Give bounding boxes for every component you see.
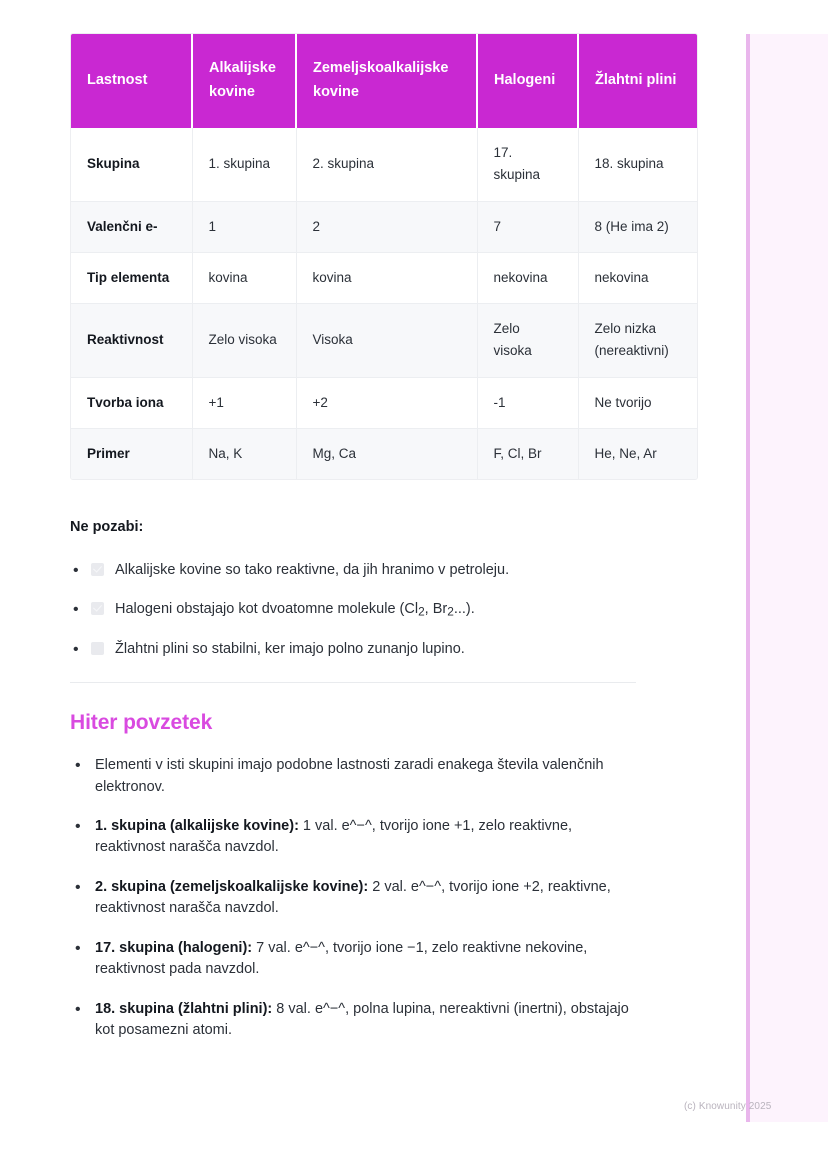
summary-item-text: 2 val. e^−^, tvorijo ione +2, reaktivne, reaktivnost narašča navzdol.: [95, 878, 611, 917]
subscript: 2: [418, 604, 425, 619]
list-item: [70, 755, 643, 798]
summary-item-lead: 2. skupina (zemeljskoalkalijske kovine):: [95, 878, 369, 895]
summary-item-lead: 17. skupina (halogeni):: [95, 939, 253, 956]
table-cell: Visoka: [296, 304, 477, 378]
checkbox-checked-icon[interactable]: [91, 602, 104, 615]
section-divider: [70, 682, 636, 683]
properties-table-container: [70, 33, 698, 480]
row-label: Tip elementa: [71, 252, 192, 303]
column-header-alkalijske-kovine: Alkalijske kovine: [192, 34, 296, 128]
checkbox-unchecked-icon[interactable]: [91, 642, 104, 655]
copyright-watermark: (c) Knowunity 2025: [684, 1101, 772, 1112]
list-item: [70, 877, 643, 920]
row-label: Skupina: [71, 128, 192, 201]
row-label: Valenčni e-: [71, 201, 192, 252]
column-header-zlahtni-plini: Žlahtni plini: [578, 34, 697, 128]
table-header-row: [71, 34, 697, 128]
table-cell: nekovina: [477, 252, 578, 303]
properties-table: [71, 34, 697, 479]
summary-item-text: 8 val. e^−^, polna lupina, nereaktivni (inertni), obstajajo kot posamezni atomi.: [95, 1000, 629, 1039]
column-header-halogeni: Halogeni: [477, 34, 578, 128]
remember-checklist: [70, 560, 710, 660]
right-pink-panel-edge: [746, 34, 750, 1122]
table-row: [71, 128, 697, 201]
summary-item-lead: 1. skupina (alkalijske kovine):: [95, 817, 299, 834]
checklist-item-label: • Žlahtni plini so stabilni, ker imajo polno zunanjo lupino.: [115, 640, 465, 657]
table-cell: He, Ne, Ar: [578, 428, 697, 479]
right-pink-panel: [746, 34, 828, 1122]
checklist-item-label: • Halogeni obstajajo kot dvoatomne molekule ($Cl_2$, $Br_2$...).: [115, 600, 475, 619]
table-row: [71, 201, 697, 252]
summary-item-text: Elementi v isti skupini imajo podobne lastnosti zaradi enakega števila valenčnih elektronov.: [95, 757, 604, 795]
summary-list: [70, 755, 643, 1042]
list-item: [70, 560, 710, 581]
table-cell: Zelo nizka (nereaktivni): [578, 304, 697, 378]
table-cell: Mg, Ca: [296, 428, 477, 479]
column-header-lastnost: Lastnost: [71, 34, 192, 128]
content-column: [70, 33, 710, 1060]
table-cell: kovina: [192, 252, 296, 303]
list-item: [70, 599, 710, 621]
table-cell: nekovina: [578, 252, 697, 303]
list-item: [70, 938, 643, 981]
table-cell: Na, K: [192, 428, 296, 479]
table-row: [71, 428, 697, 479]
summary-heading: Hiter povzetek: [70, 710, 213, 734]
row-label: Primer: [71, 428, 192, 479]
summary-item-text: 1 val. e^−^, tvorijo ione +1, zelo reaktivne, reaktivnost narašča navzdol.: [95, 817, 573, 856]
list-item: [70, 639, 710, 660]
table-cell: 17. skupina: [477, 128, 578, 201]
table-row: [71, 252, 697, 303]
table-cell: 1: [192, 201, 296, 252]
table-cell: kovina: [296, 252, 477, 303]
table-row: [71, 304, 697, 378]
table-cell: Ne tvorijo: [578, 377, 697, 428]
subscript: 2: [447, 604, 454, 619]
checkbox-checked-icon[interactable]: [91, 563, 104, 576]
table-cell: -1: [477, 377, 578, 428]
row-label: Reaktivnost: [71, 304, 192, 378]
table-body: [71, 128, 697, 479]
table-cell: +2: [296, 377, 477, 428]
table-cell: 2: [296, 201, 477, 252]
checklist-item-label: • Alkalijske kovine so tako reaktivne, da jih hranimo v petroleju.: [115, 561, 510, 578]
table-header: [71, 34, 697, 128]
table-cell: 1. skupina: [192, 128, 296, 201]
table-cell: 18. skupina: [578, 128, 697, 201]
table-cell: 2. skupina: [296, 128, 477, 201]
summary-item-text: 7 val. e^−^, tvorijo ione −1, zelo reaktivne nekovine, reaktivnost pada navzdol.: [95, 939, 588, 978]
table-cell: Zelo visoka: [477, 304, 578, 378]
table-cell: 7: [477, 201, 578, 252]
table-cell: +1: [192, 377, 296, 428]
list-item: [70, 999, 643, 1042]
table-cell: F, Cl, Br: [477, 428, 578, 479]
row-label: Tvorba iona: [71, 377, 192, 428]
list-item: [70, 816, 643, 859]
table-cell: 8 (He ima 2): [578, 201, 697, 252]
summary-item-lead: 18. skupina (žlahtni plini):: [95, 1000, 273, 1017]
column-header-zemeljskoalkalijske-kovine: Zemeljskoalkalijske kovine: [296, 34, 477, 128]
table-cell: Zelo visoka: [192, 304, 296, 378]
remember-heading: Ne pozabi:: [70, 519, 144, 536]
table-row: [71, 377, 697, 428]
